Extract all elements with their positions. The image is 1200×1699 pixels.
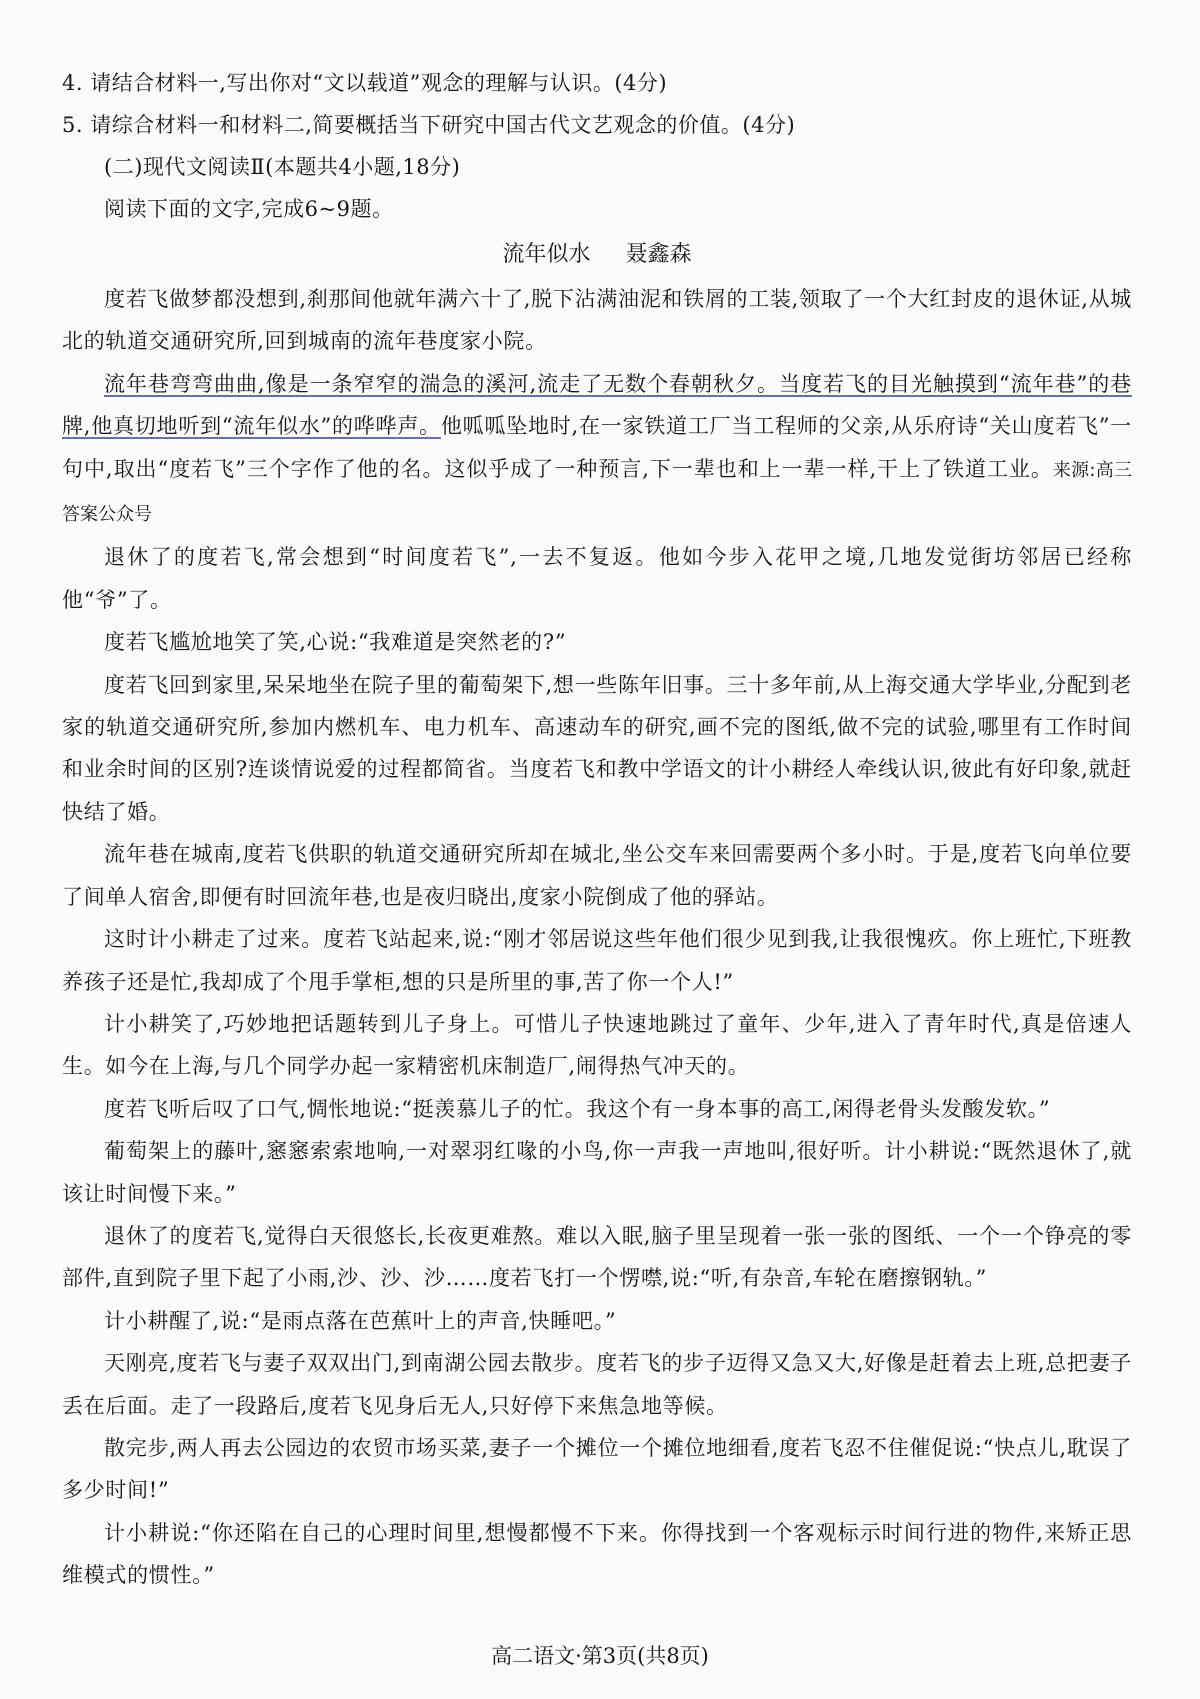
paragraph: 计小耕笑了,巧妙地把话题转到儿子身上。可惜儿子快速地跳过了童年、少年,进入了青年时代,真是倍速人生。如今在上海,与几个同学办起一家精密机床制造厂,闹得热气冲天的。: [62, 1011, 1132, 1079]
paragraph: 流年巷在城南,度若飞供职的轨道交通研究所却在城北,坐公交车来回需要两个多小时。于是,度若飞向单位要了间单人宿舍,即便有时回流年巷,也是夜归晓出,度家小院倒成了他的驿站。: [62, 842, 1132, 909]
section-instruction: 阅读下面的文字,完成6~9题。: [104, 197, 394, 221]
source-note: 来源:高三答案公众号: [62, 459, 1132, 526]
paragraph: 度若飞听后叹了口气,惆怅地说:“挺羡慕儿子的忙。我这个有一身本事的高工,闲得老骨头发酸发软。”: [104, 1096, 1051, 1121]
paragraph: 度若飞回到家里,呆呆地坐在院子里的葡萄架下,想一些陈年旧事。三十多年前,从上海交通大学毕业,分配到老家的轨道交通研究所,参加内燃机车、电力机车、高速动车的研究,画不完的图纸,做不完的试验,哪里有工作时间和业余时间的区别?连谈情说爱的过程都简省。当度若飞和教中学语文的计小耕经人牵线认识,彼此有好印象,就赶快结了婚。: [62, 672, 1132, 824]
story-title: 流年似水: [502, 242, 591, 267]
question-4: 4. 请结合材料一,写出你对“文以载道”观念的理解与认识。(4分): [62, 71, 668, 95]
paragraph: 这时计小耕走了过来。度若飞站起来,说:“刚才邻居说这些年他们很少见到我,让我很愧疚。你上班忙,下班教养孩子还是忙,我却成了个甩手掌柜,想的只是所里的事,苦了你一个人!”: [62, 927, 1132, 994]
section-heading: (二)现代文阅读Ⅱ(本题共4小题,18分): [104, 155, 461, 179]
paragraph: [62, 363, 1132, 537]
paragraph: 计小耕说:“你还陷在自己的心理时间里,想慢都慢不下来。你得找到一个客观标示时间行进的物件,来矫正思维模式的惯性。”: [62, 1520, 1132, 1588]
paragraph: 退休了的度若飞,常会想到“时间度若飞”,一去不复返。他如今步入花甲之境,几地发觉街坊邻居已经称他“爷”了。: [62, 545, 1132, 612]
paragraph: 散完步,两人再去公园边的农贸市场买菜,妻子一个摊位一个摊位地细看,度若飞忍不住催促说:“快点儿,耽误了多少时间!”: [62, 1435, 1132, 1503]
page-footer: 高二语文·第3页(共8页): [491, 1644, 709, 1668]
question-5: 5. 请综合材料一和材料二,简要概括当下研究中国古代文艺观念的价值。(4分): [62, 113, 796, 137]
paragraph-text: 他呱呱坠地时,在一家铁道工厂当工程师的父亲,从乐府诗“关山度若飞”一句中,取出“度若飞”三个字作了他的名。这似乎成了一种预言,下一辈也和上一辈一样,干上了铁道工业。: [62, 414, 1132, 481]
paragraph: 度若飞尴尬地笑了笑,心说:“我难道是突然老的?”: [104, 630, 567, 655]
paragraph: 度若飞做梦都没想到,刹那间他就年满六十了,脱下沾满油泥和铁屑的工装,领取了一个大红封皮的退休证,从城北的轨道交通研究所,回到城南的流年巷度家小院。: [62, 287, 1132, 354]
paragraph: 计小耕醒了,说:“是雨点落在芭蕉叶上的声音,快睡吧。”: [104, 1308, 617, 1333]
paragraph: 退休了的度若飞,觉得白天很悠长,长夜更难熬。难以入眠,脑子里呈现着一张一张的图纸、一个一个铮亮的零部件,直到院子里下起了小雨,沙、沙、沙……度若飞打一个愣噤,说:“听,有杂音,车轮在磨擦钢轨。”: [62, 1223, 1132, 1291]
paragraph: 天刚亮,度若飞与妻子双双出门,到南湖公园去散步。度若飞的步子迈得又急又大,好像是赶着去上班,总把妻子丢在后面。走了一段路后,度若飞见身后无人,只好停下来焦急地等候。: [62, 1351, 1132, 1418]
paragraph: 葡萄架上的藤叶,窸窸索索地响,一对翠羽红喙的小鸟,你一声我一声地叫,很好听。计小耕说:“既然退休了,就该让时间慢下来。”: [62, 1139, 1132, 1206]
story-title-row: [62, 232, 1132, 278]
story-author: 聂鑫森: [625, 242, 692, 267]
underlined-sentence: 流年巷弯弯曲曲,像是一条窄窄的湍急的溪河,流走了无数个春朝秋夕。当度若飞的目光触摸到“流年巷”的巷牌,他真切地听到“流年似水”的哗哗声。: [62, 371, 1132, 439]
